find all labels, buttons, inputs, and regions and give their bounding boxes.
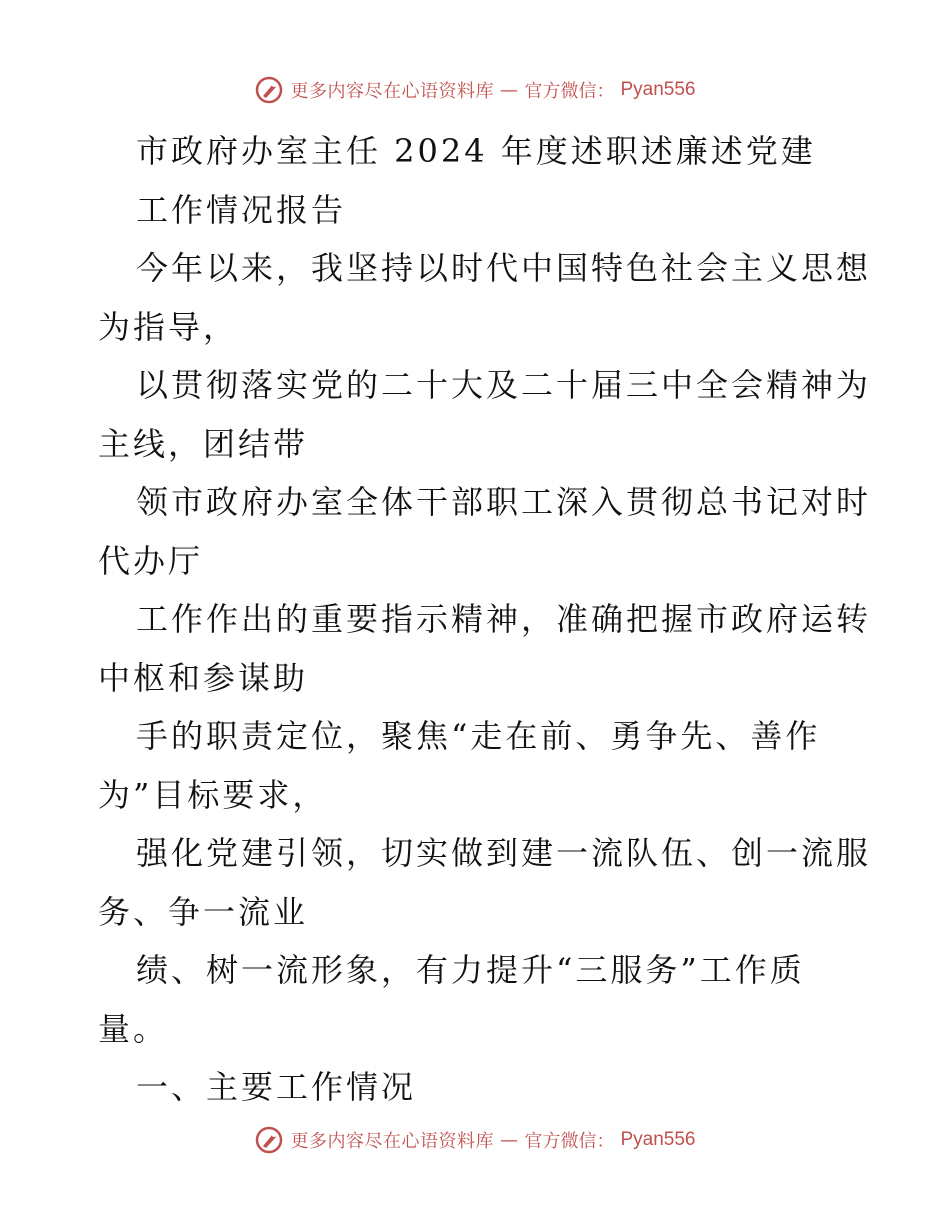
watermark-ad-text: 更多内容尽在心语资料库 — [290, 81, 494, 102]
text-line: 强化党建引领，切实做到建一流队伍、创一流服 — [136, 834, 872, 872]
text-line: 今年以来，我坚持以时代中国特色社会主义思想 — [136, 249, 872, 287]
text-line: 中枢和参谋助 — [98, 658, 309, 697]
text-line: 务、争一流业 — [98, 892, 309, 931]
text-line: 为”目标要求， — [98, 775, 328, 814]
text-line: 市政府办室主任 2024 年度述职述廉述党建 — [136, 132, 816, 170]
watermark-ad-text: 更多内容尽在心语资料库 — [290, 1131, 494, 1152]
text-line: 量。 — [98, 1009, 169, 1048]
pen-nib-logo-icon — [254, 75, 284, 105]
watermark-wechat-id: Pyan556 — [620, 79, 696, 100]
text-line: 绩、树一流形象，有力提升“三服务”工作质 — [136, 951, 805, 989]
watermark-wechat-label: 官方微信： — [524, 1131, 615, 1152]
watermark-wechat-label: 官方微信： — [524, 81, 615, 102]
text-line: 以贯彻落实党的二十大及二十届三中全会精神为 — [136, 366, 872, 404]
text-line: 工作作出的重要指示精神，准确把握市政府运转 — [136, 600, 872, 638]
document-body — [98, 122, 872, 1117]
watermark-banner-top — [0, 70, 950, 110]
text-line: 为指导， — [98, 307, 239, 346]
text-line: 领市政府办室全体干部职工深入贯彻总书记对时 — [136, 483, 872, 521]
watermark-wechat-id: Pyan556 — [620, 1129, 696, 1150]
pen-nib-logo-icon — [254, 1125, 284, 1155]
text-line: 工作情况报告 — [136, 190, 347, 229]
watermark-separator: — — [499, 1129, 519, 1151]
text-line: 一、主要工作情况 — [136, 1068, 417, 1106]
text-line: 主线，团结带 — [98, 424, 309, 463]
text-line: 代办厅 — [98, 541, 204, 580]
watermark-banner-bottom — [0, 1120, 950, 1160]
watermark-separator: — — [499, 79, 519, 101]
text-line: 手的职责定位，聚焦“走在前、勇争先、善作 — [136, 717, 821, 755]
